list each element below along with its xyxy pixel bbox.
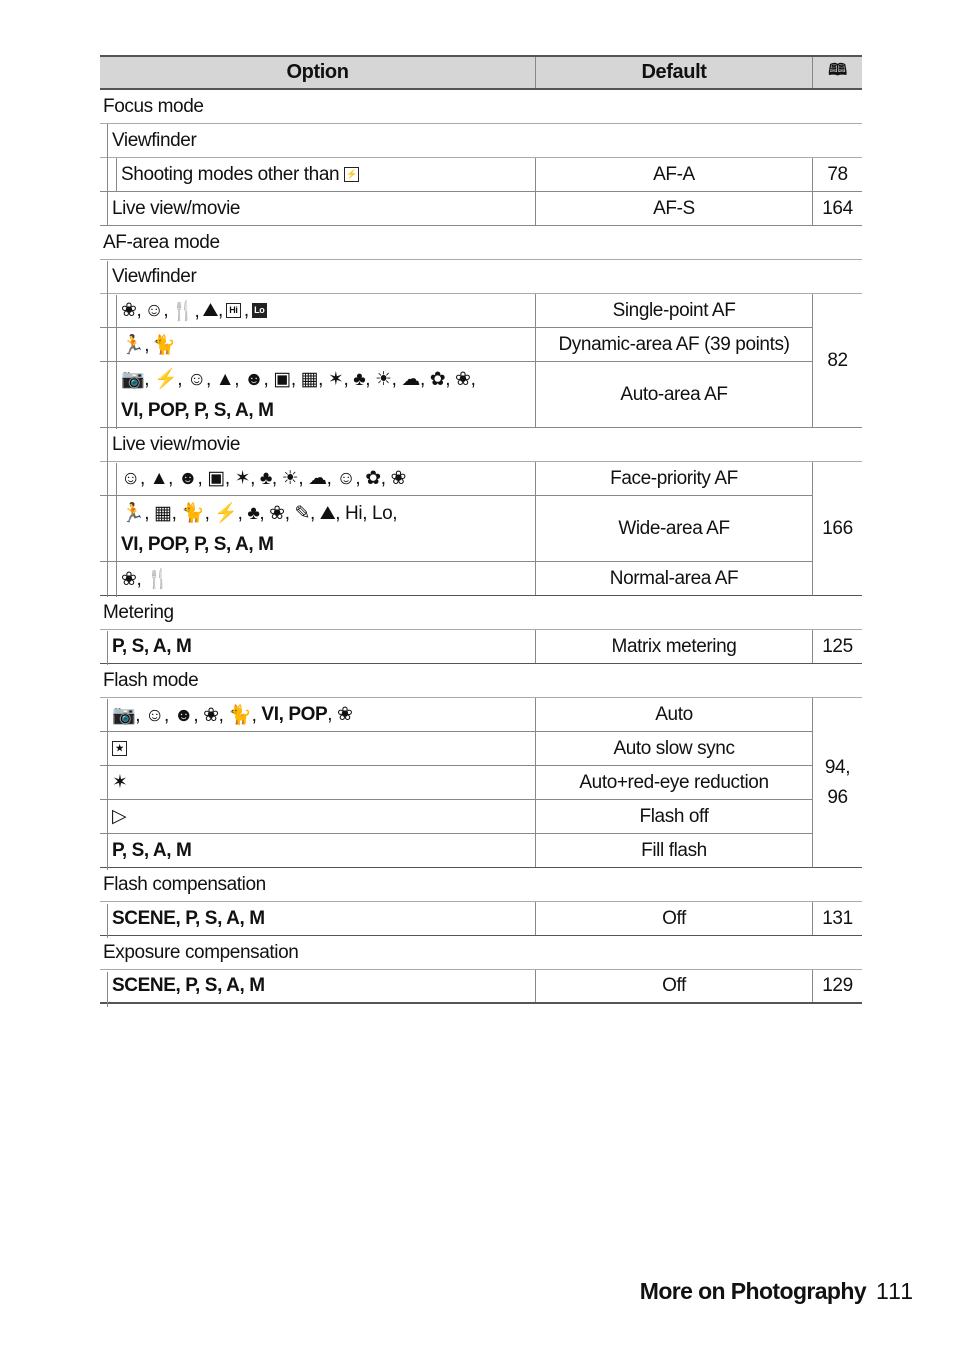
- table-row: [100, 732, 812, 766]
- default-value: AF-S: [535, 192, 812, 225]
- table-row: [100, 328, 812, 362]
- mode-letters: SCENE, P, S, A, M: [112, 975, 265, 996]
- indent-bar: [116, 158, 117, 192]
- page-ref: 125: [812, 630, 862, 663]
- focus-viewfinder-row: Viewfinder: [100, 124, 862, 158]
- scene-mode-icons: 📷, ⚡, ☺, ▲, ☻, ▣, ▦, ✶, ♣, ☀, ☁, ✿, ❀,: [121, 368, 476, 390]
- default-value: Matrix metering: [535, 630, 812, 663]
- defaults-table: [100, 55, 862, 1004]
- book-icon: 🕮: [812, 57, 862, 88]
- default-value: Single-point AF: [535, 294, 812, 327]
- table-row: [100, 496, 812, 562]
- default-value: Flash off: [535, 800, 812, 833]
- table-row: [100, 462, 812, 496]
- scene-mode-icons: ☺, ▲, ☻, ▣, ✶, ♣, ☀, ☁, ☺, ✿, ❀: [121, 468, 406, 489]
- af-vf-group: [100, 294, 862, 428]
- scene-mode-icons: ❀, ☺, 🍴, ⛰, Hi , Lo: [121, 299, 267, 323]
- sports-pet-icons: 🏃, 🐈: [121, 334, 176, 356]
- default-value: Face-priority AF: [535, 462, 812, 495]
- table-row: [100, 294, 812, 328]
- mode-letters: P, S, A, M: [112, 635, 192, 657]
- mode-letters: SCENE, P, S, A, M: [112, 907, 265, 929]
- section-af-area-mode: AF-area mode: [100, 226, 862, 260]
- section-metering: Metering: [100, 596, 862, 630]
- option-label: Live view/movie: [112, 197, 241, 219]
- mode-letters: VI, POP, P, S, A, M: [121, 399, 274, 421]
- section-title: More on Photography: [639, 1278, 867, 1304]
- section-flash-compensation: Flash compensation: [100, 868, 862, 902]
- page-ref: 82: [812, 294, 862, 428]
- default-value: Auto: [535, 698, 812, 731]
- table-row: [100, 800, 812, 834]
- indent-bar: [107, 972, 108, 1007]
- page-ref: 131: [812, 902, 862, 935]
- default-value: Fill flash: [535, 834, 812, 867]
- page-ref: 166: [812, 462, 862, 596]
- indent-bar: [107, 904, 108, 938]
- table-row: [100, 902, 862, 936]
- table-row: 📷, ☺, ☻, ❀, 🐈, VI, POP , ❀ Auto: [100, 698, 812, 732]
- table-row: [100, 158, 862, 192]
- table-row: [100, 834, 812, 868]
- default-value: Off: [535, 970, 812, 1002]
- section-flash-mode: Flash mode: [100, 664, 862, 698]
- af-live-row: Live view/movie: [100, 428, 862, 462]
- table-row: [100, 970, 862, 1004]
- indent-bar: [107, 124, 108, 226]
- default-value: Auto+red-eye reduction: [535, 766, 812, 799]
- flash-group: [100, 698, 862, 868]
- mode-letters: VI, POP: [261, 703, 328, 725]
- page-ref: 129: [812, 970, 862, 1002]
- auto-flash-off-icon: ⚡: [344, 167, 359, 182]
- indent-bar: [116, 463, 117, 597]
- scene-mode-icons: 📷, ☺, ☻, ❀, 🐈,: [112, 704, 262, 726]
- page-ref: 94, 96: [812, 698, 862, 868]
- default-value: AF-A: [535, 158, 812, 191]
- default-value: Auto-area AF: [535, 362, 812, 427]
- scene-mode-icons: 🏃, ▦, 🐈, ⚡, ♣, ❀, ✎, ⛰, Hi, Lo,: [121, 502, 398, 524]
- table-row: [100, 192, 862, 226]
- indent-bar: [107, 699, 108, 870]
- night-portrait-icon: ★: [112, 741, 127, 756]
- default-value: Auto slow sync: [535, 732, 812, 765]
- page-footer: [640, 1278, 914, 1305]
- option-label: Shooting modes other than: [121, 163, 340, 185]
- party-indoor-icon: ✶: [112, 772, 128, 793]
- indent-bar: [107, 631, 108, 665]
- af-lv-group: [100, 462, 862, 596]
- header-default: Default: [535, 57, 812, 88]
- macro-food-icons: ❀, 🍴: [121, 568, 170, 590]
- table-row: [100, 766, 812, 800]
- mode-letters: VI, POP, P, S, A, M: [121, 533, 274, 555]
- table-row: [100, 562, 812, 596]
- silhouette-icon: ▷: [112, 806, 127, 827]
- section-focus-mode: Focus mode: [100, 90, 862, 124]
- page-number: 111: [876, 1278, 914, 1304]
- table-row: [100, 362, 812, 428]
- af-viewfinder-row: Viewfinder: [100, 260, 862, 294]
- table-row: [100, 630, 862, 664]
- default-value: Dynamic-area AF (39 points): [535, 328, 812, 361]
- indent-bar: [107, 261, 108, 597]
- default-value: Normal-area AF: [535, 562, 812, 595]
- default-value: Wide-area AF: [535, 496, 812, 561]
- indent-bar: [116, 295, 117, 429]
- page-ref: 78: [812, 158, 862, 191]
- table-header: [100, 55, 862, 90]
- default-value: Off: [535, 902, 812, 935]
- header-option: Option: [286, 61, 349, 83]
- page-ref: 164: [812, 192, 862, 225]
- mode-letters: P, S, A, M: [112, 839, 192, 861]
- section-exposure-compensation: Exposure compensation: [100, 936, 862, 970]
